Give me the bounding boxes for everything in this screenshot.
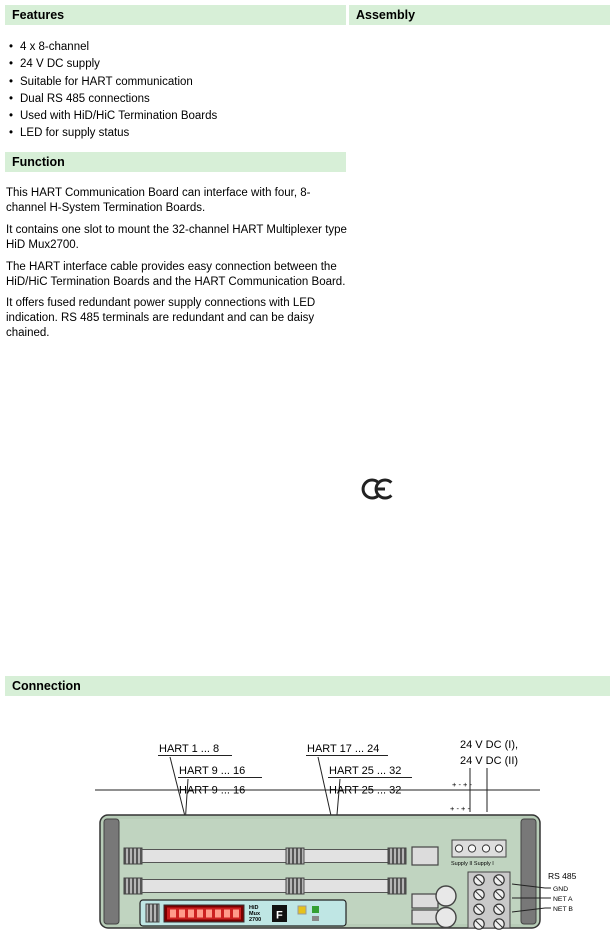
pf-logo-icon: [272, 905, 287, 922]
board-end-cap-left: [104, 819, 119, 924]
module-switch: [312, 916, 319, 921]
status-led: [312, 906, 319, 913]
hid-mux-module: [140, 900, 346, 926]
feature-item: • Dual RS 485 connections: [6, 91, 346, 108]
label-hart-25-32: HART 25 ... 32: [329, 765, 402, 777]
label-hart-9-16: HART 9 ... 16: [179, 765, 246, 777]
relay-component: [412, 894, 438, 908]
module-label: Mux: [249, 911, 260, 917]
function-paragraph: This HART Communication Board can interface with four, 8-channel H-System Termination Boards.: [6, 187, 311, 214]
function-paragraph: It offers fused redundant power supply connections with LED indication. RS 485 terminals are redundant and can be daisy chained.: [6, 297, 316, 340]
function-header: Function: [5, 152, 346, 172]
label-24vdc-2: 24 V DC (II): [460, 755, 519, 767]
feature-item: • 24 V DC supply: [6, 56, 346, 73]
communication-board: [100, 815, 540, 929]
features-list: [6, 39, 346, 143]
label-hart-9-16-dup: HART 9 ... 16: [179, 784, 246, 797]
supply-connector: [452, 840, 506, 857]
feature-item: • 4 x 8-channel: [6, 39, 346, 56]
label-net-a: NET A: [553, 896, 573, 903]
function-paragraph: It contains one slot to mount the 32-channel HART Multiplexer type HiD Mux2700.: [6, 223, 347, 251]
features-header: Features: [5, 5, 346, 25]
led-display: [164, 905, 244, 922]
function-paragraphs: [6, 186, 347, 348]
module-label: HiD: [249, 905, 259, 911]
feature-item: • Suitable for HART communication: [6, 74, 346, 91]
label-net-b: NET B: [553, 906, 573, 913]
relay-component: [412, 910, 438, 924]
feature-item: • Used with HiD/HiC Termination Boards: [6, 108, 346, 125]
rs485-terminal-block: [468, 872, 510, 929]
module-jumper: [298, 906, 306, 914]
hart-connector-row-2: [124, 878, 406, 894]
connection-header: Connection: [5, 676, 610, 696]
module-label: 2700: [249, 917, 262, 923]
assembly-header: Assembly: [349, 5, 610, 25]
relay-component: [412, 847, 438, 865]
board-end-cap-right: [521, 819, 536, 924]
label-hart-17-24: HART 17 ... 24: [307, 743, 380, 755]
fuse-2: [436, 908, 456, 928]
fuse-1: [436, 886, 456, 906]
label-gnd: GND: [553, 886, 569, 893]
label-24vdc-1: 24 V DC (I),: [460, 739, 519, 751]
label-polarity-bottom: + - + -: [450, 804, 471, 813]
feature-item: • LED for supply status: [6, 125, 346, 142]
label-rs485: RS 485: [548, 871, 577, 881]
label-hart-1-8: HART 1 ... 8: [159, 743, 220, 755]
label-polarity-top: + - + -: [452, 780, 473, 789]
label-hart-25-32-dup: HART 25 ... 32: [329, 784, 402, 797]
svg-text:F: F: [276, 909, 283, 922]
ce-mark-icon: [360, 477, 396, 506]
label-supply: Supply II Supply I: [451, 861, 494, 867]
hart-connector-row-1: [124, 848, 406, 864]
function-paragraph: The HART interface cable provides easy connection between the HiD/HiC Termination Boards and the HART Communication Board.: [6, 260, 346, 288]
connection-diagram: [0, 700, 615, 937]
